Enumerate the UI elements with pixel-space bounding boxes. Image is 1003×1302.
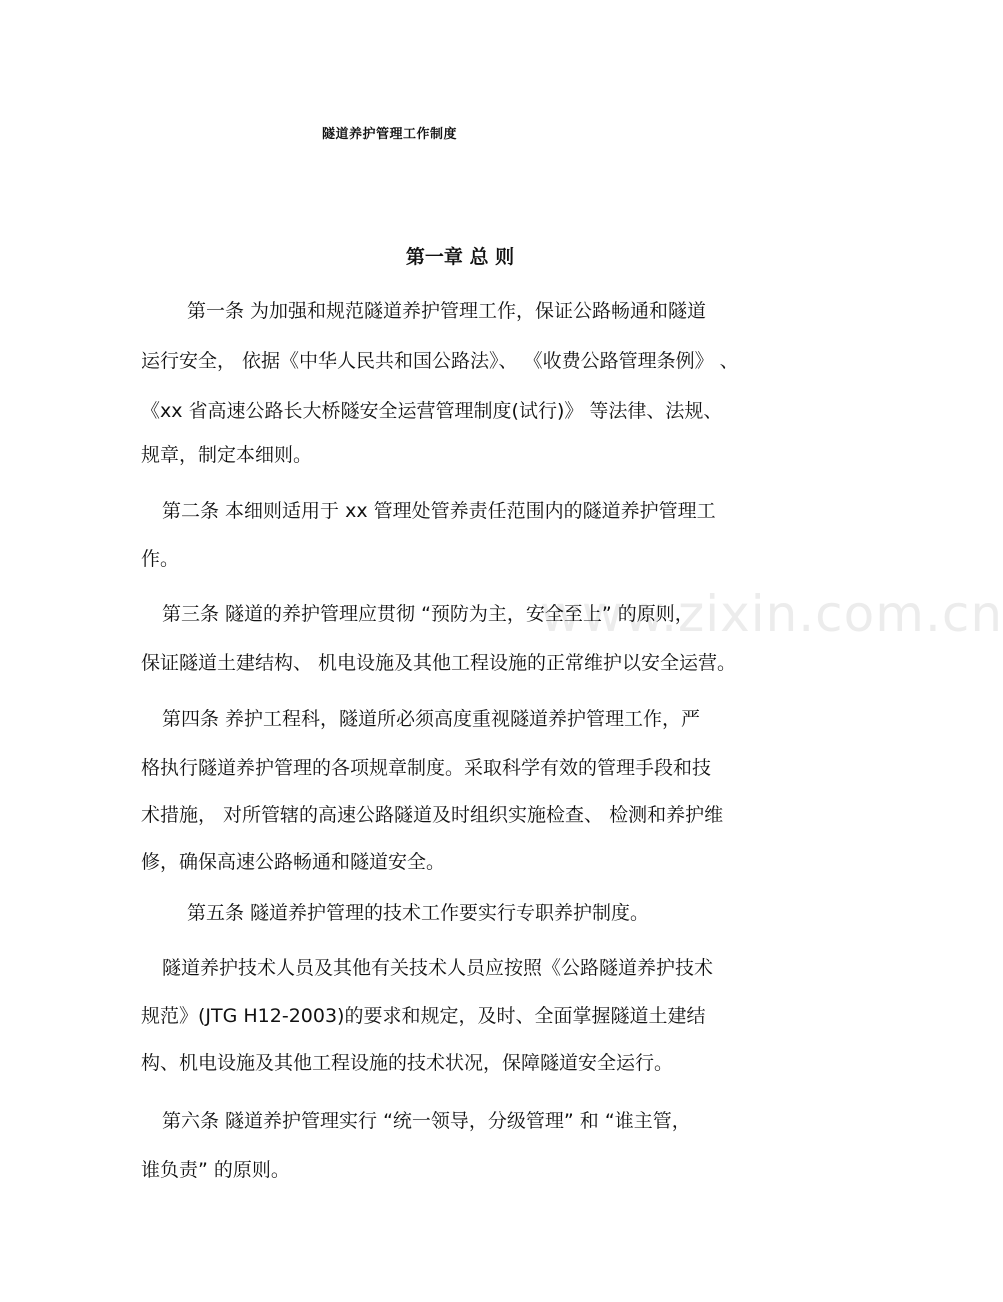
text-line: 《xx 省高速公路长大桥隧安全运营管理制度(试行)》 等法律、法规、 bbox=[141, 400, 723, 422]
text-line: 第一条 为加强和规范隧道养护管理工作，保证公路畅通和隧道 bbox=[187, 300, 707, 322]
text-line: 隧道养护技术人员及其他有关技术人员应按照《公路隧道养护技术 bbox=[162, 957, 714, 979]
text-line: 修，确保高速公路畅通和隧道安全。 bbox=[141, 851, 446, 873]
text-line: 构、机电设施及其他工程设施的技术状况，保障隧道安全运行。 bbox=[141, 1052, 674, 1074]
document-title: 隧道养护管理工作制度 bbox=[322, 127, 458, 142]
text-line: 保证隧道土建结构、 机电设施及其他工程设施的正常维护以安全运营。 bbox=[141, 652, 737, 674]
text-line: 第五条 隧道养护管理的技术工作要实行专职养护制度。 bbox=[187, 902, 650, 924]
text-line: 第三条 隧道的养护管理应贯彻 “预防为主，安全至上” 的原则， bbox=[162, 603, 694, 625]
text-line: 第四条 养护工程科，隧道所必须高度重视隧道养护管理工作，严 bbox=[162, 708, 701, 730]
text-line: 规范》(JTG H12-2003)的要求和规定，及时、全面掌握隧道土建结 bbox=[141, 1005, 706, 1027]
text-line: 术措施， 对所管辖的高速公路隧道及时组织实施检查、 检测和养护维 bbox=[141, 804, 724, 826]
text-line: 运行安全， 依据《中华人民共和国公路法》、 《收费公路管理条例》 、 bbox=[141, 350, 739, 372]
text-line: 规章，制定本细则。 bbox=[141, 444, 313, 466]
watermark: www.zixin.com.cn bbox=[540, 585, 1003, 643]
text-line: 第二条 本细则适用于 xx 管理处管养责任范围内的隧道养护管理工 bbox=[162, 500, 716, 522]
text-line: 格执行隧道养护管理的各项规章制度。采取科学有效的管理手段和技 bbox=[141, 757, 712, 779]
text-line: 作。 bbox=[141, 548, 180, 570]
text-line: 第六条 隧道养护管理实行 “统一领导，分级管理” 和 “谁主管， bbox=[162, 1110, 691, 1132]
chapter-title: 第一章 总 则 bbox=[405, 246, 515, 268]
text-line: 谁负责” 的原则。 bbox=[141, 1159, 290, 1181]
